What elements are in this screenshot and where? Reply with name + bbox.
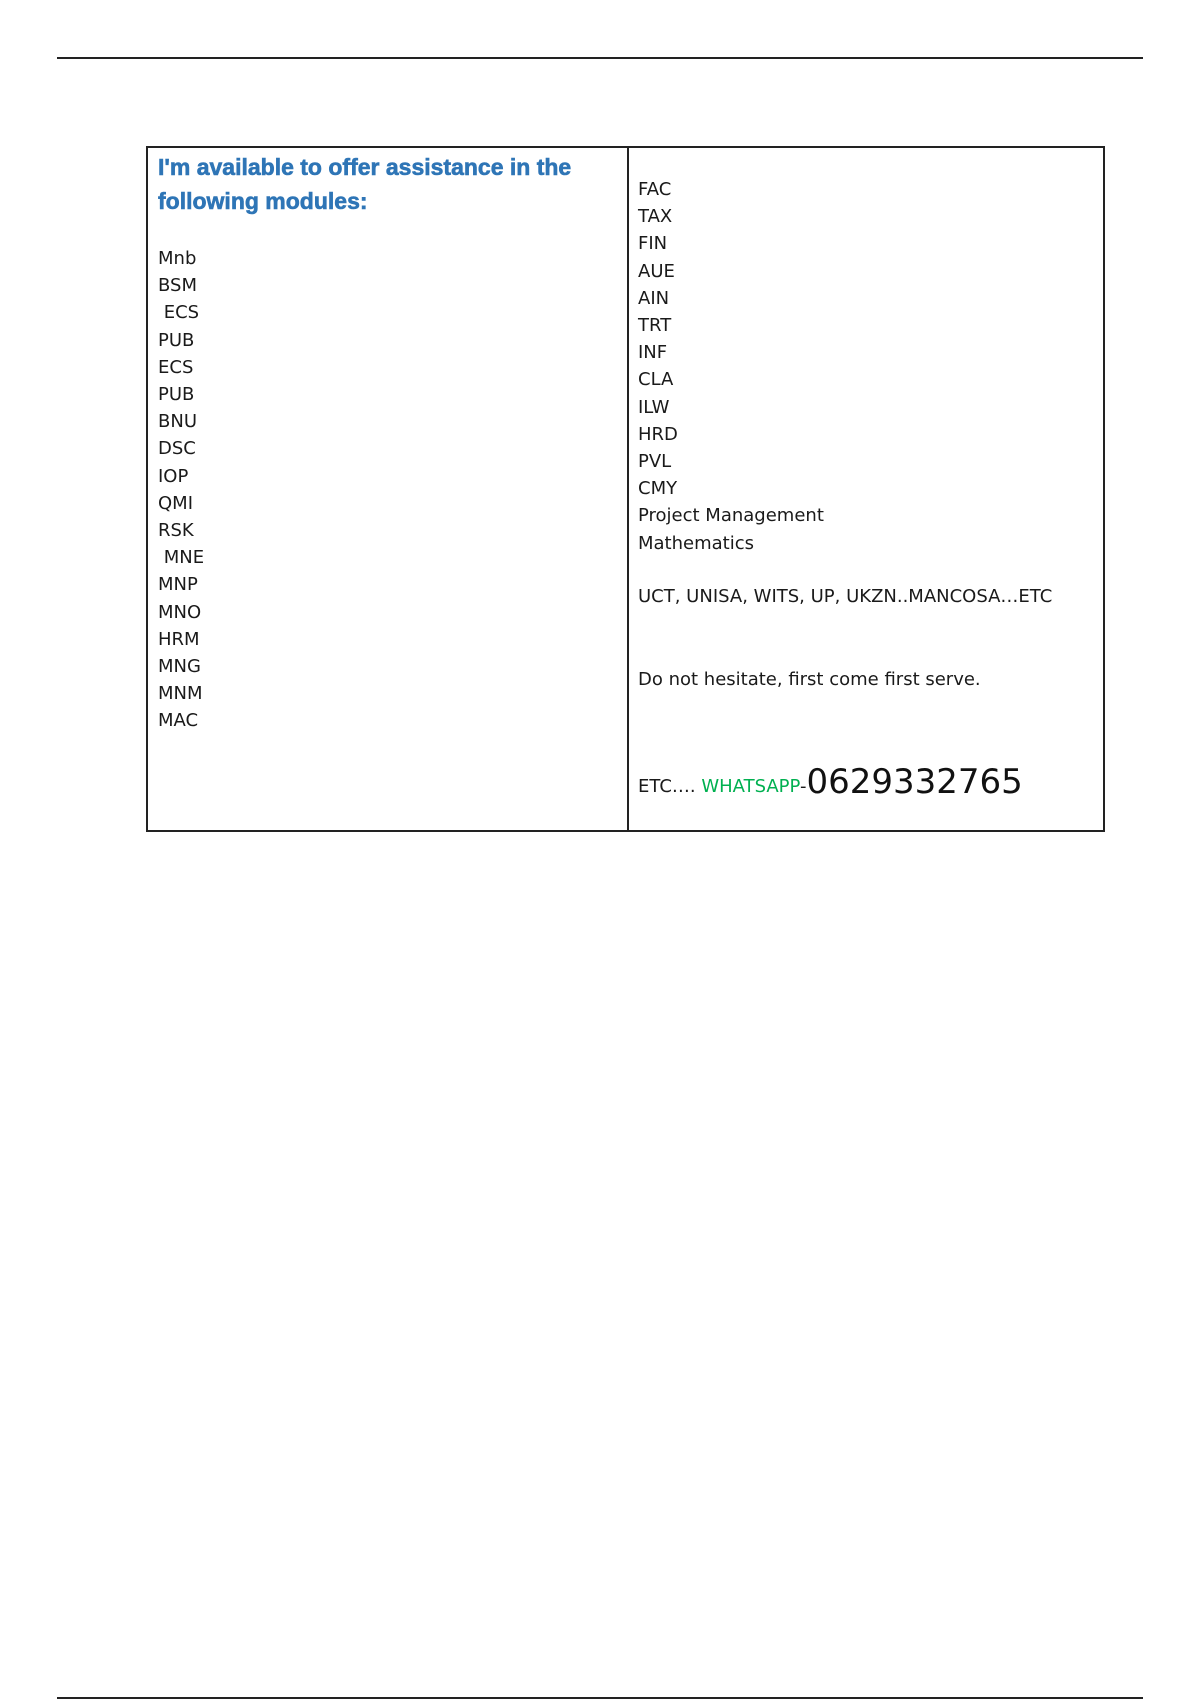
contact-line <box>638 762 1023 802</box>
module-item: CLA <box>638 369 674 391</box>
footer-rule <box>57 1697 1143 1699</box>
module-item: FIN <box>638 233 668 255</box>
module-item: MAC <box>158 710 199 732</box>
module-item: AIN <box>638 287 670 309</box>
module-item: PUB <box>158 329 195 351</box>
module-item: PVL <box>638 451 672 473</box>
module-item: HRM <box>158 628 200 650</box>
module-item: DSC <box>158 438 196 460</box>
module-item: Project Management <box>638 505 824 527</box>
module-item: IOP <box>158 465 189 487</box>
header-rule <box>57 57 1143 59</box>
contact-prefix: ETC…. <box>638 776 696 797</box>
module-item: ILW <box>638 396 670 418</box>
module-item: PUB <box>158 384 195 406</box>
module-item: MNM <box>158 683 203 705</box>
module-item: QMI <box>158 492 194 514</box>
universities-text: UCT, UNISA, WITS, UP, UKZN..MANCOSA…ETC <box>638 585 1053 607</box>
module-item: RSK <box>158 520 194 542</box>
module-item: MNP <box>158 574 198 596</box>
module-item: Mnb <box>158 248 197 269</box>
left-cell <box>148 148 629 830</box>
module-item: TRT <box>638 315 672 337</box>
module-item: TAX <box>638 206 673 228</box>
module-item: MNO <box>158 601 202 623</box>
note-text: Do not hesitate, first come first serve. <box>638 668 981 690</box>
whatsapp-label: WHATSAPP <box>701 776 800 797</box>
module-item: MNG <box>158 656 201 678</box>
right-module-list <box>638 176 1093 557</box>
module-item: Mathematics <box>638 532 754 554</box>
heading: I'm available to offer assistance in the following modules: <box>158 154 572 214</box>
module-item: INF <box>638 342 668 364</box>
module-item: HRD <box>638 423 678 445</box>
modules-table <box>146 146 1105 832</box>
contact-separator: - <box>799 776 807 797</box>
left-module-list <box>158 245 617 735</box>
module-item: ECS <box>158 356 194 378</box>
module-item: CMY <box>638 478 678 500</box>
module-item: BNU <box>158 411 197 433</box>
phone-number: 0629332765 <box>806 762 1023 802</box>
module-item: AUE <box>638 260 675 282</box>
module-item: ECS <box>158 302 200 324</box>
module-item: BSM <box>158 275 197 297</box>
module-item: MNE <box>158 547 205 569</box>
right-cell <box>629 148 1103 830</box>
module-item: FAC <box>638 179 672 200</box>
